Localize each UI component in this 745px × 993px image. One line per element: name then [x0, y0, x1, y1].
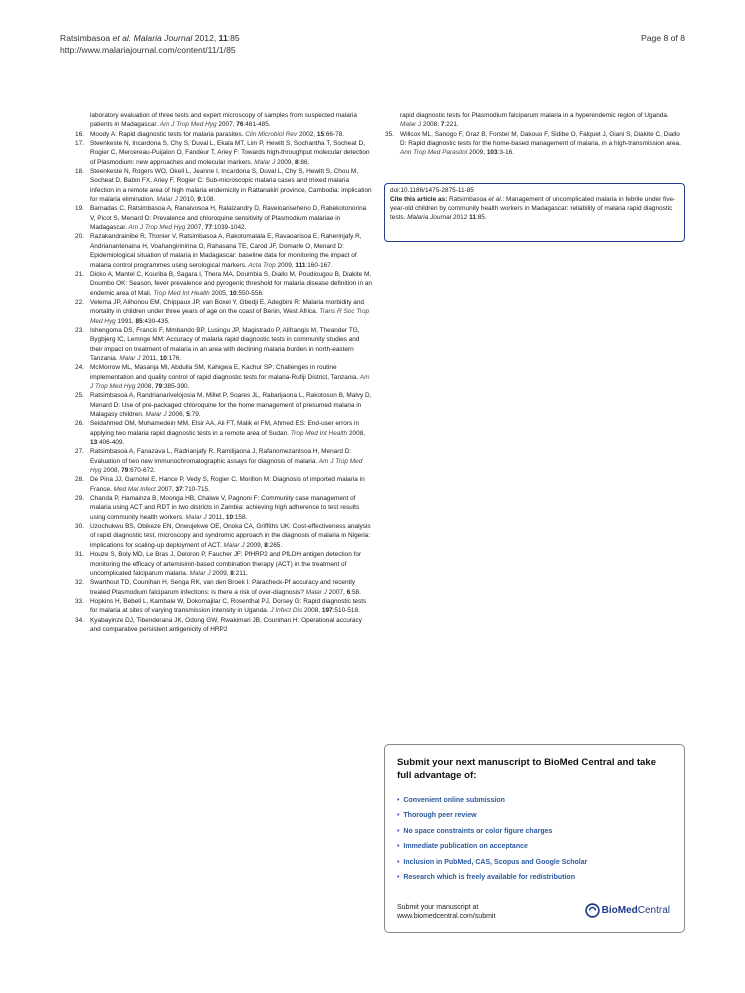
- references-left-column: [75, 111, 373, 634]
- reference-item: [75, 298, 373, 326]
- reference-pages: :430-435.: [142, 317, 170, 325]
- reference-journal: Trans R Soc Trop Med Hyg: [90, 308, 370, 325]
- references-right-column: [385, 111, 685, 158]
- header-etal: et al.: [112, 33, 132, 43]
- reference-pages: :385-390.: [162, 382, 190, 390]
- reference-year: 2011,: [140, 354, 160, 362]
- bmc-benefit-text: Inclusion in PubMed, CAS, Scopus and Google Scholar: [403, 858, 588, 866]
- bmc-submit-footer: [397, 903, 495, 921]
- reference-volume: 79: [155, 382, 163, 390]
- reference-journal: Am J Trop Med Hyg: [126, 224, 186, 232]
- reference-title[interactable]: Season, fever prevalence and pyrogenic threshold for malaria disease definition in an endemic area of Mali.: [90, 280, 372, 297]
- reference-volume: 79: [121, 467, 129, 475]
- reference-item: [385, 111, 685, 130]
- bmc-benefit-text: Immediate publication on acceptance: [403, 843, 528, 851]
- bmc-benefit-item: [397, 839, 672, 854]
- reference-year: 2007,: [185, 224, 205, 232]
- reference-journal: Malar J: [303, 588, 327, 596]
- reference-item: [75, 550, 373, 578]
- reference-number: 35.: [385, 130, 394, 138]
- reference-number: 20.: [75, 233, 84, 241]
- reference-title[interactable]: Prevalence and chloroquine sensitivity of Plasmodium malariae in Madagascar.: [90, 214, 341, 232]
- cite-volume: 11: [469, 214, 476, 222]
- header-article-number: :85: [227, 33, 240, 43]
- reference-volume: 13: [90, 439, 98, 447]
- reference-text: [90, 494, 373, 522]
- reference-number: 31.: [75, 551, 84, 559]
- reference-title[interactable]: Sub-microscopic malaria cases and mixed malaria infection in a remote area of high malaria endemicity in Rattanakiri province, Cambodia: implication for malaria elimination.: [90, 177, 372, 204]
- reference-volume: 10: [229, 289, 237, 297]
- reference-text: [90, 616, 373, 635]
- reference-authors: Kyabayinze DJ, Tibenderana JK, Odong GW, Rwakimari JB, Counihan H:: [90, 616, 302, 624]
- reference-text: [90, 578, 373, 597]
- reference-pages: :86.: [298, 158, 310, 166]
- bullet-icon: •: [397, 797, 400, 804]
- reference-title[interactable]: End-user errors in applying two malaria rapid diagnostic tests in a remote area of Sudan.: [90, 420, 360, 437]
- reference-text: [90, 475, 373, 494]
- reference-item: [75, 111, 373, 130]
- cite-title: : Management of uncomplicated malaria in febrile under five-year-old children by community health workers in Madagascar: reliability of malaria rapid diagnostic tests.: [390, 196, 676, 222]
- reference-year: 2008,: [101, 467, 122, 475]
- reference-volume: 15: [316, 130, 325, 138]
- reference-text: [90, 550, 373, 578]
- reference-year: 2010,: [177, 196, 198, 204]
- reference-number: 18.: [75, 168, 84, 176]
- reference-text: [90, 298, 373, 326]
- reference-volume: 197: [321, 607, 333, 615]
- reference-text: [90, 167, 373, 204]
- cite-authors: Ratsimbasoa: [447, 196, 489, 204]
- reference-year: 2006,: [166, 411, 187, 418]
- reference-text: [90, 363, 373, 391]
- reference-item: [75, 597, 373, 616]
- reference-number: 21.: [75, 270, 84, 278]
- reference-title[interactable]: rapid diagnostic tests for Plasmodium falciparum malaria in a hyperendemic region of Uganda.: [400, 112, 669, 119]
- reference-authors: Velema JP, Alihonou EM, Chippaux JP, van Boxel Y, Gbedji E, Adegbini R:: [90, 298, 303, 306]
- reference-year: 2008,: [421, 121, 441, 129]
- reference-item: [75, 419, 373, 447]
- logo-biomed-text: BioMed: [601, 905, 638, 916]
- reference-volume: 5: [186, 411, 190, 418]
- bmc-benefit-text: Convenient online submission: [403, 797, 505, 804]
- reference-title[interactable]: Accuracy of malaria rapid diagnostic tests in community studies and their impact on treatment of malaria in an area with declining malaria burden in north-eastern Tanzania.: [90, 336, 360, 362]
- reference-text: [385, 111, 685, 130]
- reference-volume: 9: [197, 196, 201, 204]
- reference-number: 30.: [75, 523, 84, 531]
- reference-authors: Willcox ML, Sanogo F, Graz B, Forster M, Dakouo F, Sidibe O, Falquet J, Giani S, Diakite C, Diallo D:: [400, 130, 680, 148]
- bmc-promo-box: [384, 744, 685, 933]
- reference-volume: 85: [135, 317, 143, 325]
- bullet-icon: •: [397, 827, 400, 835]
- reference-volume: 7: [440, 121, 445, 129]
- page-number: Page 8 of 8: [641, 33, 685, 43]
- reference-year: 2005,: [209, 289, 230, 297]
- reference-item: [75, 447, 373, 475]
- reference-item: [75, 494, 373, 522]
- reference-number: 26.: [75, 420, 84, 428]
- reference-title[interactable]: Paracheck-Pf accuracy and recently treated Plasmodium falciparum infections: is there a risk of over-diagnosis?: [90, 579, 356, 596]
- reference-text: [90, 597, 373, 616]
- reference-pages: :3-16.: [497, 149, 515, 157]
- reference-item: [75, 475, 373, 494]
- reference-volume: 111: [295, 261, 306, 269]
- reference-item: [75, 616, 373, 635]
- reference-pages: :406-409.: [97, 439, 125, 447]
- reference-year: 1991,: [115, 317, 136, 325]
- reference-number: 16.: [75, 130, 84, 138]
- bmc-title: Submit your next manuscript to BioMed Central and take full advantage of:: [397, 757, 657, 781]
- cite-text: [390, 195, 679, 222]
- reference-journal: Malar J: [221, 541, 245, 549]
- reference-year: 2009,: [275, 261, 296, 269]
- reference-number: 33.: [75, 597, 84, 605]
- reference-volume: 10: [225, 513, 234, 521]
- bullet-icon: •: [397, 874, 400, 882]
- reference-item: [75, 139, 373, 167]
- reference-authors: McMorrow ML, Masanja MI, Abdulla SM, Kahigwa E, Kachur SP:: [90, 364, 277, 372]
- reference-authors: Steenkeste N, Rogers WO, Okell L, Jeanne I, Incardona S, Duval L, Chy S, Hewitt S, Chou M, Socheat D, Babin FX, Ariey F, Rogier C:: [90, 168, 358, 185]
- biomed-central-logo-icon: [585, 903, 600, 918]
- reference-journal: Malar J: [117, 354, 141, 362]
- reference-pages: :79.: [189, 411, 201, 418]
- reference-item: [75, 232, 373, 269]
- logo-central-text: Central: [637, 905, 670, 916]
- reference-year: 2007,: [155, 485, 176, 493]
- citation-box: [384, 183, 685, 242]
- cite-journal: Malaria Journal: [407, 214, 452, 222]
- reference-number: 19.: [75, 205, 84, 213]
- reference-authors: Swarthout TD, Counihan H, Senga RK, van den Broek I:: [90, 579, 252, 587]
- reference-volume: 76: [236, 121, 244, 129]
- reference-number: 25.: [75, 392, 84, 400]
- reference-authors: Seidahmed OM, Mohamedein MM, Elsir AA, Ali FT, Malik el FM, Ahmed ES:: [90, 420, 308, 428]
- reference-number: 27.: [75, 448, 84, 456]
- reference-authors: Ratsimbasoa A, Fanazava L, Radrianjafy R, Ramilijaona J, Rafanomezantsoa H, Menard D:: [90, 448, 352, 456]
- reference-journal: Am J Trop Med Hyg: [90, 373, 370, 390]
- reference-title[interactable]: Rapid diagnostic tests for malaria at sites of varying transmission intensity in Uganda.: [90, 597, 367, 615]
- reference-journal: Malar J: [187, 569, 211, 577]
- reference-authors: laboratory evaluation of three tests and expert microscopy of samples from suspected malaria patients in Madagascar.: [90, 112, 357, 129]
- header-authors: Ratsimbasoa: [60, 33, 111, 43]
- reference-text: [90, 204, 373, 232]
- reference-journal: Trop Med Int Health: [288, 429, 348, 437]
- reference-item: [75, 270, 373, 298]
- cite-year: 2012: [451, 214, 470, 222]
- reference-year: 2002,: [297, 130, 317, 138]
- reference-text: [90, 447, 373, 475]
- reference-year: 2007,: [216, 121, 237, 129]
- bmc-submit-label: Submit your manuscript at: [397, 904, 479, 911]
- bullet-icon: •: [397, 812, 400, 820]
- reference-item: [75, 578, 373, 597]
- reference-item: [75, 363, 373, 391]
- reference-authors: Hopkins H, Bebell L, Kambale W, Dokomajilar C, Rosenthal PJ, Dorsey G:: [90, 597, 304, 605]
- reference-text: [90, 232, 373, 269]
- reference-title[interactable]: Malaria morbidity and mortality in children under three years of age on the coast of Benin, West Africa.: [90, 298, 364, 316]
- reference-pages: :176.: [166, 354, 182, 362]
- reference-number: 23.: [75, 326, 84, 334]
- bmc-benefit-item: [397, 855, 672, 870]
- reference-title[interactable]: Operational accuracy and comparative persistent antigenicity of HRP2: [90, 616, 362, 633]
- header-year: 2012,: [194, 33, 217, 43]
- reference-title[interactable]: Evaluation of two new immunochromatographic assays for diagnosis of malaria.: [90, 457, 318, 465]
- bmc-benefit-text: Thorough peer review: [403, 812, 477, 820]
- reference-title[interactable]: Community case management of malaria using ACT and RDT in two districts in Zambia: achieving high adherence to test results using community health workers.: [90, 495, 360, 521]
- reference-volume: 10: [159, 354, 167, 362]
- reference-pages: :221.: [444, 121, 459, 129]
- header-volume: 11: [218, 33, 228, 43]
- cite-label: Cite this article as:: [390, 196, 448, 204]
- reference-title[interactable]: Cost-effectiveness analysis of rapid diagnostic test, microscopy and syndromic approach in the diagnosis of malaria in Nigeria: implications for scaling-up deployment of ACT.: [90, 523, 371, 549]
- reference-title[interactable]: Towards high-throughput molecular detection of Plasmodium: new approaches and molecular markers.: [90, 149, 370, 166]
- reference-title[interactable]: Rapid diagnostic tests for malaria parasites.: [118, 130, 244, 138]
- reference-title[interactable]: Epidemiological situation of malaria in Madagascar: baseline data for monitoring the impact of malaria control programmes using serological markers.: [90, 252, 357, 269]
- reference-item: [75, 130, 373, 139]
- reference-authors: De Pina JJ, Garnotel E, Hance P, Vedy S, Rogier C, Morillon M:: [90, 476, 273, 484]
- header-journal: Malaria Journal: [133, 33, 193, 43]
- reference-year: 2008,: [302, 607, 322, 615]
- reference-number: 22.: [75, 298, 84, 306]
- reference-pages: :710-715.: [182, 485, 210, 493]
- reference-pages: :66-78.: [324, 130, 345, 138]
- reference-authors: Steenkeste N, Incardona S, Chy S, Duval L, Ekala MT, Lim P, Hewitt S, Sochantha T, Socheat D, Rogier C, Mercereau-Puijalon O, Fandeur T, Ariey F:: [90, 140, 365, 157]
- reference-text: [90, 270, 373, 298]
- reference-number: 32.: [75, 579, 84, 587]
- reference-item: [385, 130, 685, 158]
- reference-journal: Ann Trop Med Parasitol: [400, 149, 468, 157]
- reference-text: [90, 326, 373, 363]
- reference-pages: :1039-1042.: [212, 224, 247, 232]
- bullet-icon: •: [397, 843, 400, 851]
- reference-journal: Malar J: [143, 411, 167, 418]
- reference-journal: J Infect Dis: [268, 607, 303, 615]
- reference-title[interactable]: Diagnosis of imported malaria in France.: [90, 476, 365, 493]
- reference-text: [400, 130, 685, 158]
- reference-number: 34.: [75, 616, 84, 624]
- reference-year: 2008,: [135, 382, 156, 390]
- reference-pages: :211.: [233, 569, 248, 577]
- reference-title[interactable]: Challenges in routine implementation and quality control of rapid diagnostic tests for malaria-Rufiji District, Tanzania.: [90, 364, 359, 381]
- reference-journal: Am J Trop Med Hyg: [159, 121, 217, 129]
- doi-line[interactable]: doi:10.1186/1475-2875-11-85: [390, 187, 474, 194]
- reference-volume: 77: [204, 224, 213, 232]
- reference-number: 24.: [75, 364, 84, 372]
- reference-text: [90, 139, 373, 167]
- reference-pages: :158.: [233, 513, 248, 521]
- reference-volume: 37: [175, 485, 183, 493]
- header-citation: [60, 32, 240, 44]
- bullet-icon: •: [397, 858, 400, 866]
- cite-pages: :85.: [475, 214, 487, 222]
- reference-volume: 8: [230, 569, 234, 577]
- reference-title[interactable]: Use of pre-packaged chloroquine for the home management of presumed malaria in Malagasy children.: [90, 401, 362, 418]
- reference-item: [75, 167, 373, 204]
- reference-text: [75, 111, 373, 130]
- running-head: [60, 32, 240, 56]
- reference-pages: :510-518.: [332, 607, 360, 615]
- reference-journal: Acta Trop: [246, 261, 276, 269]
- reference-item: [75, 326, 373, 363]
- reference-journal: Malar J: [252, 158, 276, 166]
- bmc-benefit-item: [397, 808, 672, 823]
- reference-authors: Dicko A, Mantel C, Kouriba B, Sagara I, Thera MA, Doumbia S, Diallo M, Poudiougou B, Diakite M, Doumbo OK:: [90, 270, 372, 288]
- reference-authors: Razakandrainibe R, Thonier V, Ratsimbasoa A, Rakotomalala E, Ravaoarisoa E, Raherinjafy R, Andrianantenaina H, Voahangirinirina O, Rahasana TE, Carod JF, Domarle O, Menard D:: [90, 233, 362, 250]
- reference-journal: Malar J: [183, 513, 207, 521]
- reference-pages: :160-167.: [305, 261, 333, 269]
- reference-authors: Houze S, Boly MD, Le Bras J, Deloron P, Faucher JF:: [90, 551, 245, 559]
- header-url[interactable]: http://www.malariajournal.com/content/11/1/85: [60, 45, 236, 55]
- reference-volume: 6: [346, 588, 351, 596]
- reference-volume: 8: [295, 158, 299, 166]
- reference-text: [90, 522, 373, 550]
- reference-volume: 103: [486, 149, 498, 157]
- reference-year: 2009,: [244, 541, 265, 549]
- reference-authors: Chanda P, Hamainza B, Moonga HB, Chalwe V, Pagnoni F:: [90, 495, 262, 503]
- reference-number: 28.: [75, 476, 84, 484]
- bmc-benefits-list: [397, 793, 672, 885]
- bmc-benefit-text: Research which is freely available for redistribution: [403, 874, 575, 882]
- cite-etal: et al.: [488, 196, 503, 204]
- reference-text: [90, 391, 373, 419]
- bmc-benefit-text: No space constraints or color figure charges: [403, 827, 553, 835]
- reference-journal: Trop Med Int Health: [151, 289, 210, 297]
- reference-pages: :108.: [200, 196, 216, 204]
- reference-year: 2009,: [275, 158, 296, 166]
- reference-authors: Ratsimbasoa A, Randrianarivelojosia M, Millet P, Soares JL, Rabarijaona L, Rakotoson B, Malvy D, Menard D:: [90, 392, 372, 409]
- reference-authors: Ishengoma DS, Francis F, Mmbando BP, Lusingu JP, Magistrado P, Alifrangis M, Theander TG, Bygbjerg IC, Lemnge MM:: [90, 326, 360, 344]
- reference-volume: 8: [264, 541, 268, 549]
- reference-pages: :481-485.: [243, 121, 271, 129]
- reference-title[interactable]: Rapid diagnostic tests for the home-based management of malaria, in a high-transmission area.: [408, 140, 681, 148]
- reference-authors: Barnadas C, Ratsimbasoa A, Ranaivosoa H, Ralaizandry D, Raveloariseheno D, Rabekotonorina V, Picot S, Menard D:: [90, 205, 367, 222]
- reference-pages: :550-556.: [236, 289, 264, 297]
- reference-item: [75, 204, 373, 232]
- biomed-central-logo: [585, 903, 670, 918]
- reference-authors: Moody A:: [90, 130, 119, 138]
- reference-pages: :265.: [267, 541, 283, 549]
- reference-pages: :670-672.: [128, 467, 156, 475]
- reference-title[interactable]: PfHRP2 and PfLDH antigen detection for monitoring the efficacy of artemisinin-based combination therapy (ACT) in the treatment of uncomplicated falciparum malaria.: [90, 551, 362, 577]
- reference-year: 2009,: [210, 569, 231, 577]
- reference-number: 17.: [75, 140, 84, 148]
- reference-item: [75, 391, 373, 419]
- bmc-benefit-item: [397, 793, 672, 808]
- reference-item: [75, 522, 373, 550]
- reference-authors: Uzochukwu BS, Obikeze EN, Onwujekwe OE, Onoka CA, Griffiths UK:: [90, 523, 293, 531]
- reference-year: 2008,: [347, 429, 366, 437]
- reference-journal: Clin Microbiol Rev: [243, 130, 298, 138]
- bmc-benefit-item: [397, 870, 672, 885]
- reference-text: [90, 419, 373, 447]
- reference-pages: :58.: [350, 588, 361, 596]
- reference-year: 2011,: [206, 513, 226, 521]
- bmc-submit-link[interactable]: www.biomedcentral.com/submit: [397, 913, 496, 920]
- reference-journal: Am J Trop Med Hyg: [90, 457, 363, 475]
- reference-year: 2007,: [326, 588, 347, 596]
- reference-journal: Med Mal Infect: [111, 485, 156, 493]
- reference-journal: Malar J: [154, 196, 178, 204]
- bmc-benefit-item: [397, 824, 672, 839]
- reference-journal: Malar J: [400, 121, 422, 129]
- reference-number: 29.: [75, 495, 84, 503]
- reference-text: [90, 130, 373, 139]
- reference-year: 2009,: [467, 149, 487, 157]
